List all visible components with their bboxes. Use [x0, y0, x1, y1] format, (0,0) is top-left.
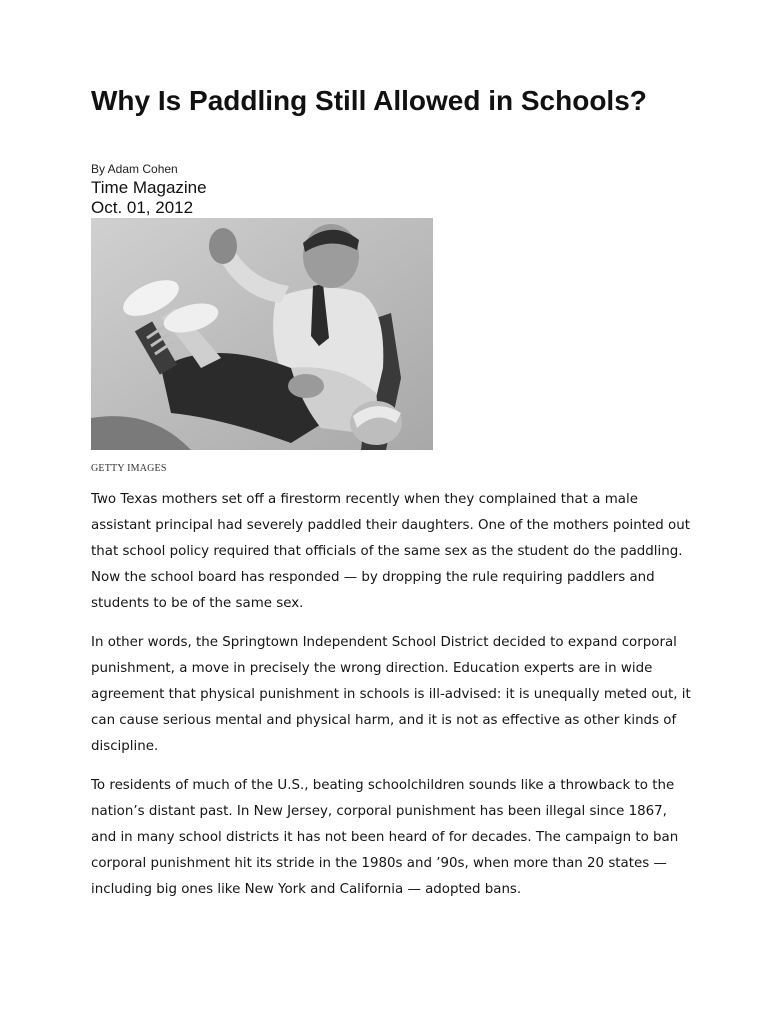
image-credit: GETTY IMAGES	[91, 463, 167, 474]
publication-name: Time Magazine	[91, 178, 207, 197]
article-title: Why Is Paddling Still Allowed in Schools?	[91, 85, 647, 116]
article-byline: By Adam Cohen	[91, 162, 178, 176]
article-photo	[91, 218, 433, 450]
article-paragraph: To residents of much of the U.S., beating schoolchildren sounds like a throwback to the nation’s distant past. In New Jersey, corporal punishment has been illegal since 1867, and in many school districts it has not been heard of for decades. The campaign to ban corporal punishment hit its stride in the 1980s and ’90s, when more than 20 states — including big ones like New York and California — adopted bans.	[91, 778, 679, 897]
publication-date: Oct. 01, 2012	[91, 198, 194, 217]
article-paragraph: In other words, the Springtown Independent School District decided to expand corporal punishment, a move in precisely the wrong direction. Education experts are in wide agreement that physical punishment in schools is ill-advised: it is unequally meted out, it can cause serious mental and physical harm, and it is not as effective as other kinds of discipline.	[91, 635, 691, 754]
article-paragraph: Two Texas mothers set off a firestorm recently when they complained that a male assistant principal had severely paddled their daughters. One of the mothers pointed out that school policy required that officials of the same sex as the student do the paddling. Now the school board has responded — by dropping the rule requiring paddlers and students to be of the same sex.	[91, 492, 690, 611]
